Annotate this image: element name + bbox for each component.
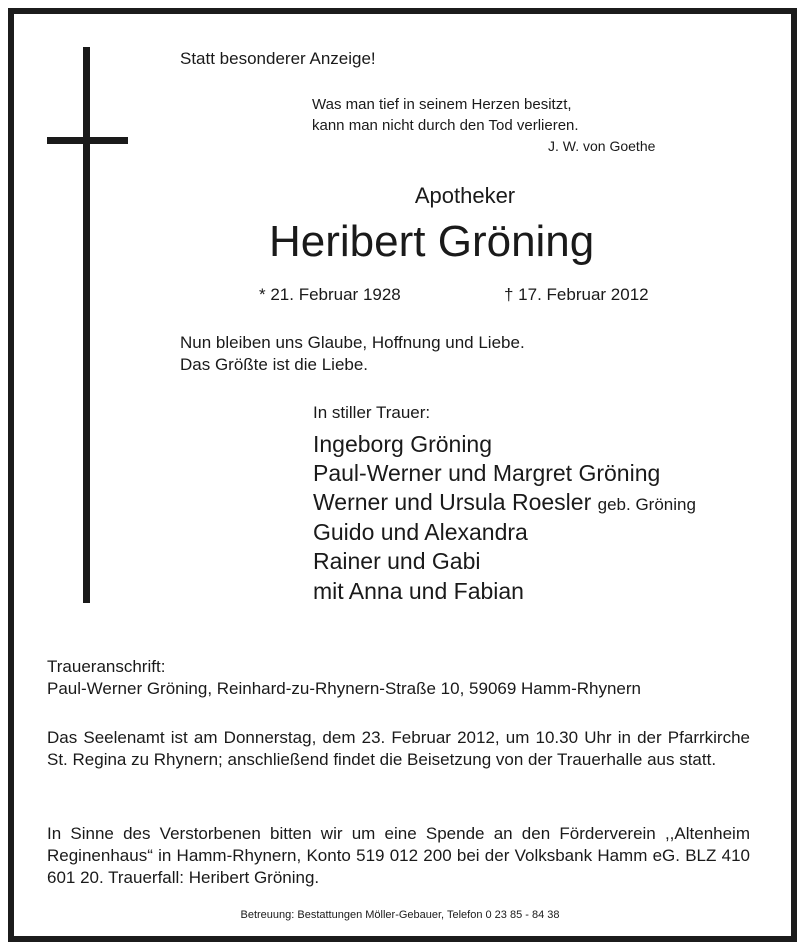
donation-paragraph: In Sinne des Verstorbenen bitten wir um eine Spende an den Förderverein ,,Altenheim Reginenhaus“ in Hamm-Rhynern, Konto 519 012 200 bei der Volksbank Hamm eG. BLZ 410 601 20. Trauerfall: Heribert Gröning. [47, 824, 750, 887]
quote-line-2: kann man nicht durch den Tod verlieren. [312, 117, 579, 134]
footer-undertaker: Betreuung: Bestattungen Möller-Gebauer, Telefon 0 23 85 - 84 38 [240, 909, 560, 921]
mourner-name: Werner und Ursula Roesler [313, 489, 592, 515]
mourner-name: Guido und Alexandra [313, 519, 528, 545]
mourner-name: mit Anna und Fabian [313, 578, 524, 604]
deceased-profession: Apotheker [414, 183, 516, 208]
announcement: Statt besonderer Anzeige! [180, 49, 376, 68]
cross-icon [83, 47, 90, 603]
service-paragraph: Das Seelenamt ist am Donnerstag, dem 23. Februar 2012, um 10.30 Uhr in der Pfarrkirche St. Regina zu Rhynern; anschließend findet die Beisetzung von der Trauerhalle aus statt. [47, 728, 750, 769]
mourner-name: Paul-Werner und Margret Gröning [313, 460, 661, 486]
deceased-name: Heribert Gröning [269, 217, 595, 266]
quote-author: J. W. von Goethe [548, 138, 656, 154]
address-value: Paul-Werner Gröning, Reinhard-zu-Rhynern-Straße 10, 59069 Hamm-Rhynern [47, 679, 642, 698]
birth-name-note: geb. Gröning [597, 495, 696, 514]
mourning-intro: In stiller Trauer: [313, 403, 431, 422]
verse-line-2: Das Größte ist die Liebe. [180, 355, 369, 374]
mourner-name: Rainer und Gabi [313, 548, 481, 574]
mourner-name-row [313, 488, 696, 520]
address-label: Traueranschrift: [47, 657, 166, 676]
mourner-name: Ingeborg Gröning [313, 431, 493, 457]
birth-date: * 21. Februar 1928 [259, 285, 401, 304]
cross-icon-crossbar [47, 137, 128, 144]
verse-line-1: Nun bleiben uns Glaube, Hoffnung und Liebe. [180, 333, 525, 352]
death-date: † 17. Februar 2012 [504, 285, 649, 304]
quote-line-1: Was man tief in seinem Herzen besitzt, [312, 96, 572, 113]
